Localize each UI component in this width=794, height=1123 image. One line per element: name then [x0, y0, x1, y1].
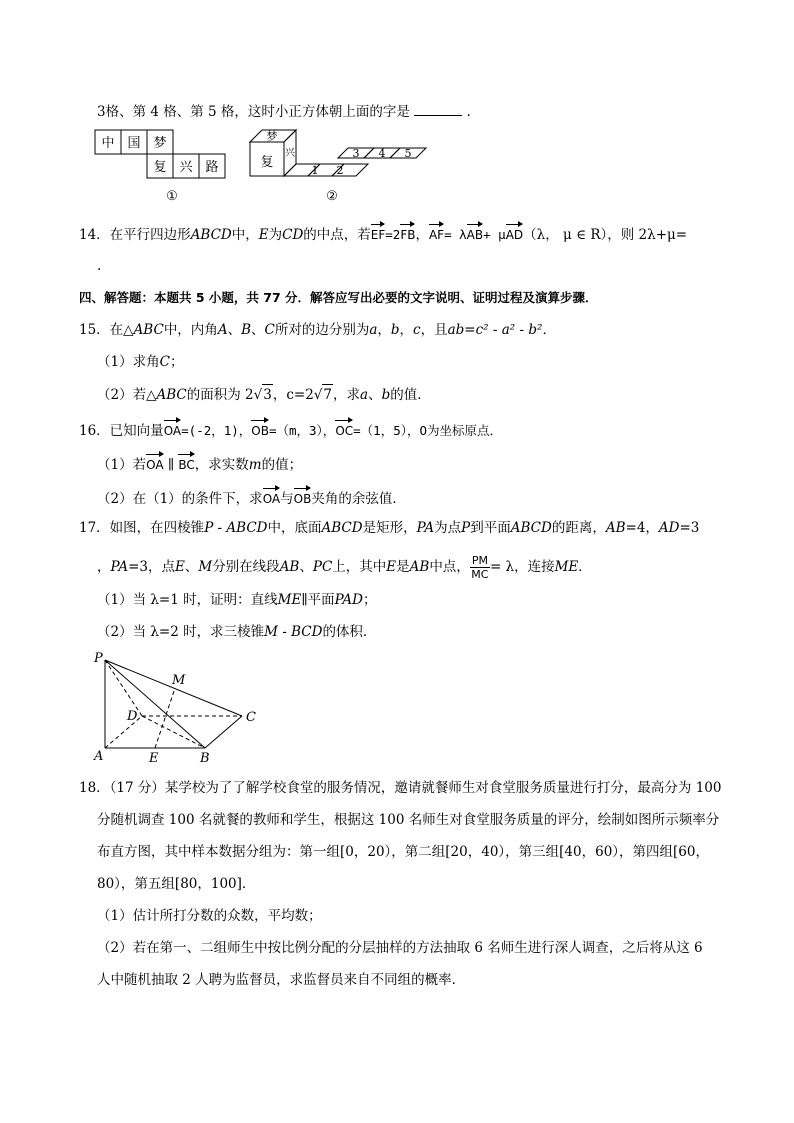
q14-line2: . [97, 258, 102, 274]
vertex-e: E [149, 751, 159, 766]
path-cell-5: 5 [404, 147, 412, 160]
q13-figure [90, 126, 460, 208]
vector-af: AF [429, 222, 444, 245]
q16-part2: （2）在（1）的条件下，求OA与OB夹角的余弦值． [97, 486, 406, 509]
path-cell-3: 3 [352, 147, 360, 160]
vector-oa: OA [164, 418, 181, 441]
q16-part1: （1）若OA ∥ BC，求实数m的值； [97, 452, 302, 475]
pyramid-figure [88, 648, 268, 768]
vector-ob: OB [251, 418, 269, 441]
vertex-d: D [127, 709, 138, 724]
fraction-pm-mc: $\frac{PM}{MC}$ [471, 554, 489, 581]
vertex-b: B [200, 751, 210, 766]
net-cell-5: 兴 [179, 160, 193, 175]
vertex-m: M [172, 673, 186, 688]
figure-label-1: ① [166, 189, 178, 204]
net-cell-2: 国 [127, 136, 141, 151]
q15-part2: （2）若△ABC的面积为 2√3，c=2√7，求a、b的值． [97, 384, 431, 405]
vector-fb: FB [400, 222, 415, 245]
answer-blank [414, 103, 462, 116]
vertex-c: C [246, 710, 256, 725]
vector-ab: AB [467, 222, 483, 245]
vector-ad: AD [506, 222, 523, 245]
net-cell-1: 中 [101, 136, 115, 151]
q18-part2: （2）若在第一、二组师生中按比例分配的分层抽样的方法抽取 6 名师生进行深人调查，之后将从这 6 [97, 940, 703, 956]
path-cell-2: 2 [336, 164, 344, 177]
path-cell-4: 4 [378, 147, 386, 160]
q13-text: 3格、第 4 格、第 5 格，这时小正方体朝上面的字是 . [97, 104, 471, 120]
cube-front-label: 复 [260, 155, 274, 170]
vertex-a: A [94, 749, 104, 764]
q18-line4: 80），第五组[80，100]． [97, 876, 256, 892]
net-cell-6: 路 [205, 160, 219, 175]
vector-ef: EF [371, 222, 385, 245]
q18-line1: 18．（17 分）某学校为了了解学校食堂的服务情况，邀请就餐师生对食堂服务质量进行打分，最高分为 100 [79, 780, 722, 796]
q17-line1: 17．如图，在四棱锥P - ABCD中，底面ABCD是矩形，PA为点P到平面ABCD的距离，AB=4，AD=3 [79, 520, 700, 536]
q18-part1: （1）估计所打分数的众数，平均数； [97, 908, 322, 924]
vector-oa: OA [146, 452, 163, 475]
figure-label-2: ② [326, 189, 338, 204]
q15-part1: （1）求角C； [97, 354, 184, 370]
vector-oc: OC [335, 418, 353, 441]
q17-part1: （1）当 λ=1 时，证明：直线ME∥平面PAD； [97, 592, 377, 608]
vertex-p: P [94, 651, 103, 666]
q18-line2: 分随机调查 100 名就餐的教师和学生，根据这 100 名师生对食堂服务质量的评分，绘制如图所示频率分 [97, 812, 720, 828]
q18-line3: 布直方图，其中样本数据分组为：第一组[0，20），第二组[20，40），第三组[40，60），第四组[60， [97, 844, 709, 860]
q16-stem: 16．已知向量OA=(-2，1)，OB=（m，3），OC=（1，5），O为坐标原点． [79, 418, 502, 441]
q17-part2: （2）当 λ=2 时，求三棱锥M - BCD的体积． [97, 624, 377, 640]
vector-oa: OA [263, 486, 280, 509]
section-4-heading: 四、解答题：本题共 5 小题，共 77 分．解答应写出必要的文字说明、证明过程及演算步骤． [79, 290, 598, 305]
vector-ob: OB [294, 486, 312, 509]
q14-line1: 14．在平行四边形ABCD中，E为CD的中点，若EF=2FB，AF= λAB+ μAD（λ， μ ∈ R），则 2λ+μ= [79, 222, 687, 245]
net-cell-3: 梦 [153, 136, 167, 151]
cube-side-label: 兴 [285, 148, 295, 159]
net-cell-4: 复 [153, 160, 167, 175]
q15-stem: 15．在△ABC中，内角A、B、C所对的边分别为a，b，c，且ab=c² - a² - b²． [79, 322, 556, 338]
path-cell-1: 1 [311, 164, 319, 177]
vector-bc: BC [178, 452, 194, 475]
q18-part2-cont: 人中随机抽取 2 人聘为监督员，求监督员来自不同组的概率． [97, 972, 466, 988]
q17-line2: ，PA=3，点E、M分别在线段AB、PC上，其中E是AB中点， $\frac{PM}{MC}$ = λ，连接ME． [97, 554, 592, 581]
cube-top-label: 梦 [266, 130, 278, 143]
